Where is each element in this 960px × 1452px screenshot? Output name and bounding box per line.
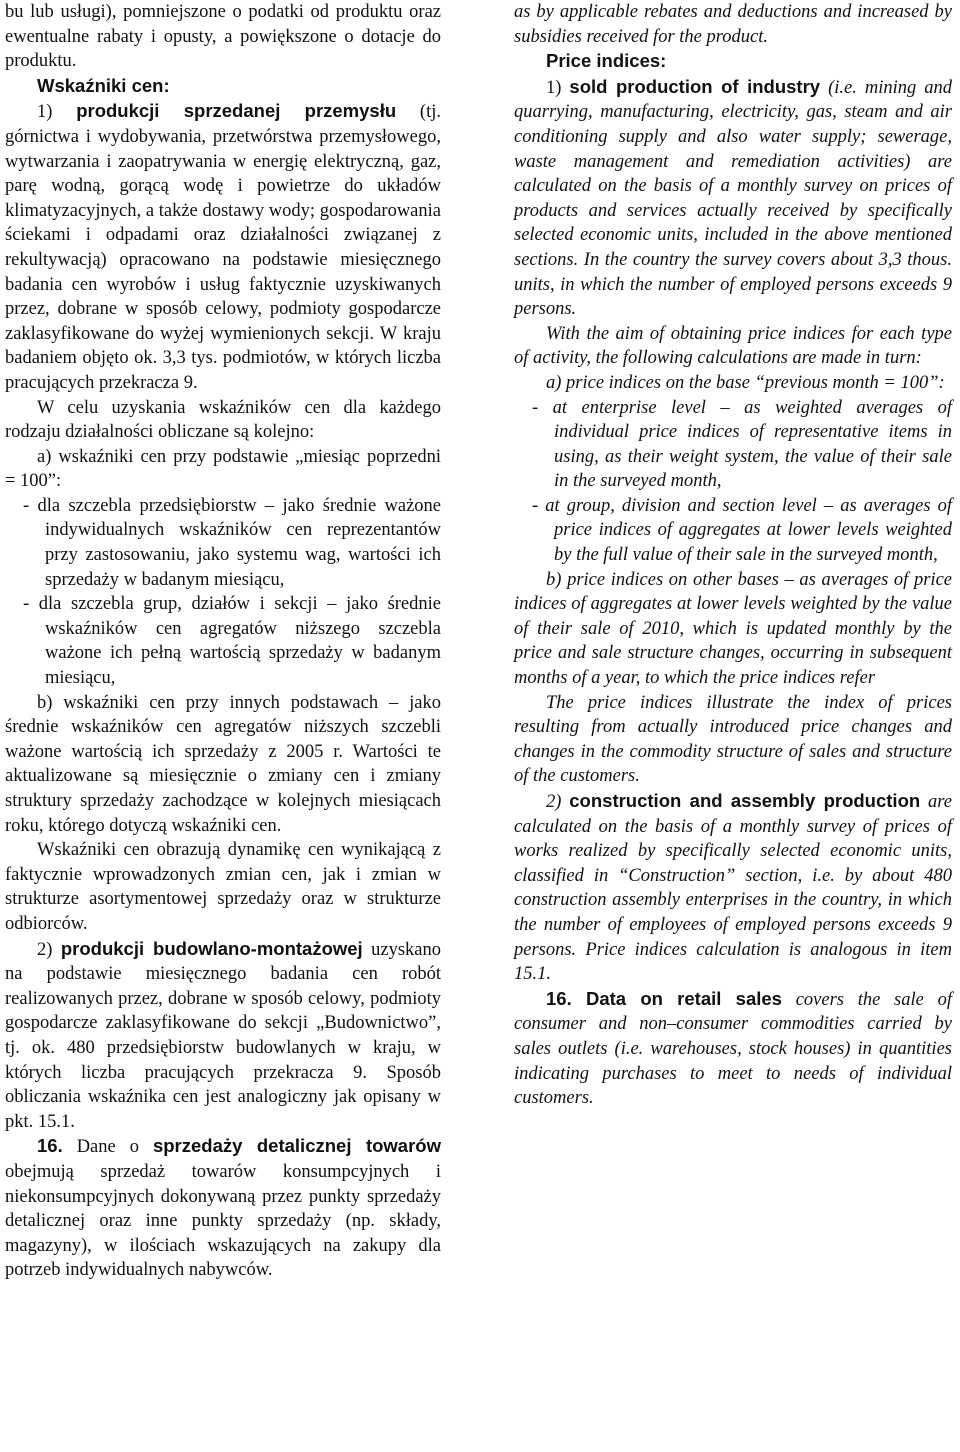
right-paragraph <box>514 322 952 371</box>
paragraph-text: uzyskano na podstawie miesięcznego badania cen robót realizowanych przez, dobrane w sposób celowy, podmioty gospodarcze zaklasyfikowane do sekcji „Budownictwo”, tj. ok. 480 przedsiębiorstw budowlanych w kraju, w których liczba pracujących przekracza 9. Sposób obliczania wskaźnika cen jest analogiczny jak opisany w pkt. 15.1. <box>5 939 441 1132</box>
right-paragraph <box>514 49 952 75</box>
polish-text-column <box>5 0 441 1283</box>
paragraph-text: 1) <box>546 77 570 98</box>
paragraph-text: W celu uzyskania wskaźników cen dla każdego rodzaju działalności obliczane są kolejno: <box>5 397 441 443</box>
paragraph-text: bu lub usługi), pomniejszone o podatki od produktu oraz ewentualne rabaty i opusty, a powiększone o dotacje do produktu. <box>5 2 441 72</box>
paragraph-text: 2) <box>546 792 570 812</box>
left-paragraph <box>5 838 441 936</box>
paragraph-text: - at enterprise level – as weighted averages of individual price indices of representative items in using, as their weight system, the value of their sale in the surveyed month, <box>532 397 952 492</box>
bold-term: sprzedaży detalicznej towarów <box>152 1135 441 1157</box>
left-paragraph <box>5 592 441 690</box>
left-paragraph <box>5 74 441 100</box>
left-paragraph <box>5 99 441 395</box>
left-paragraph <box>5 0 441 74</box>
paragraph-text: b) wskaźniki cen przy innych podstawach – jako średnie wskaźników cen agregatów niższych szczebli ważone wartością ich sprzedaży z 2005 r. Wartości te aktualizowane są miesięcznie o zmiany cen i zmiany struktury sprzedaży zachodzące w kolejnych miesiącach roku, którego dotyczą wskaźniki cen. <box>5 692 441 836</box>
bold-term: produkcji sprzedanej przemysłu <box>76 100 397 122</box>
bold-term: 16. Data on retail sales <box>546 987 782 1009</box>
paragraph-text: - dla szczebla przedsiębiorstw – jako średnie ważone indywidualnych wskaźników cen reprezentantów przy zastosowaniu, jako systemu wag, wartości ich sprzedaży w badanym miesiącu, <box>23 495 441 590</box>
right-paragraph <box>514 987 952 1111</box>
paragraph-text: obejmują sprzedaż towarów konsumpcyjnych i niekonsumpcyjnych dokonywaną przez punkty sprzedaży detalicznej oraz inne punkty sprzedaży (np. składy, magazyny), w ilościach wskazujących na zakupy dla potrzeb indywidualnych nabywców. <box>5 1161 441 1281</box>
bold-term: produkcji budowlano-montażowej <box>60 937 363 959</box>
paragraph-text: With the aim of obtaining price indices for each type of activity, the following calculations are made in turn: <box>514 323 952 369</box>
right-paragraph <box>514 371 952 396</box>
paragraph-text: are calculated on the basis of a monthly survey of prices of works realized by specifically selected economic units, classified in “Construction” section, i.e. by about 480 construction assembly enterprises in the country, in which the number of employees of employed persons exceeds 9 persons. Price indices calculation is analogous in item 15.1. <box>514 792 953 985</box>
right-paragraph <box>514 0 952 49</box>
left-paragraph <box>5 445 441 494</box>
paragraph-text: 1) <box>37 102 77 123</box>
left-paragraph <box>5 1134 441 1283</box>
paragraph-text: a) wskaźniki cen przy podstawie „miesiąc poprzedni = 100”: <box>5 446 441 492</box>
bold-term: 16. <box>37 1135 63 1157</box>
bold-term: Wskaźniki cen: <box>37 74 170 96</box>
left-paragraph <box>5 937 441 1135</box>
bold-term: Price indices: <box>546 50 667 72</box>
right-paragraph <box>514 396 952 494</box>
paragraph-text: The price indices illustrate the index of prices resulting from actually introduced price changes and changes in the commodity structure of sales and structure of the customers. <box>514 692 952 787</box>
left-paragraph <box>5 494 441 592</box>
left-paragraph <box>5 396 441 445</box>
paragraph-text: 2) <box>37 939 61 960</box>
english-text-column <box>514 0 952 1111</box>
right-paragraph <box>514 691 952 789</box>
right-paragraph <box>514 494 952 568</box>
paragraph-text: b) price indices on other bases – as averages of price indices of aggregates at lower levels weighted by the value of their sale of 2010, which is updated monthly by the price and sale structure changes, occurring in subsequent months of a year, to which the price indices refer <box>514 569 952 689</box>
right-paragraph <box>514 568 952 691</box>
left-paragraph <box>5 691 441 839</box>
right-paragraph <box>514 75 952 322</box>
paragraph-text: Wskaźniki cen obrazują dynamikę cen wynikającą z faktycznie wprowadzonych zmian cen, jak i zmian w strukturze asortymentowej sprzedaży oraz w strukturze odbiorców. <box>5 840 441 934</box>
bold-term: sold production of industry <box>569 75 821 97</box>
paragraph-text: (i.e. mining and quarrying, manufacturing, electricity, gas, steam and air conditioning supply and also water supply; sewerage, waste management and remediation activities) are calculated on the basis of a monthly survey on prices of products and services actually received by specifically selected economic units, included in the above mentioned sections. In the country the survey covers about 3,3 thous. units, in which the number of employed persons exceeds 9 persons. <box>514 77 952 320</box>
paragraph-text: as by applicable rebates and deductions and increased by subsidies received for the product. <box>514 2 952 47</box>
paragraph-text: covers the sale of consumer and non–consumer commodities carried by sales outlets (i.e. warehouses, stock houses) in quantities indicating purchases to meet to needs of individual customers. <box>514 989 952 1109</box>
paragraph-text: a) price indices on the base “previous month = 100”: <box>546 372 945 393</box>
paragraph-text: - dla szczebla grup, działów i sekcji – jako średnie wskaźników cen agregatów niższego szczebla ważone ich pełną wartością sprzedaży w badanym miesiącu, <box>23 594 441 689</box>
right-paragraph <box>514 789 952 987</box>
paragraph-text: (tj. górnictwa i wydobywania, przetwórstwa przemysłowego, wytwarzania i zaopatrywania w energię elektryczną, gaz, parę wodną, gorącą wodę i powietrze do układów klimatyzacyjnych, a także dostawy wody; gospodarowania ściekami i odpadami oraz działalności związanej z rekultywacją) opracowano na podstawie miesięcznego badania cen wyrobów i usług faktycznie uzyskiwanych przez, dobrane w sposób celowy, podmioty gospodarcze zaklasyfikowane do wyżej wymienionych sekcji. W kraju badaniem objęto ok. 3,3 tys. podmiotów, w których liczba pracujących przekracza 9. <box>5 102 441 393</box>
paragraph-text: Dane o <box>62 1137 153 1158</box>
paragraph-text: - at group, division and section level – as averages of price indices of aggregates at lower levels weighted by the full value of their sale in the surveyed month, <box>532 495 952 566</box>
bold-term: construction and assembly production <box>569 790 921 811</box>
